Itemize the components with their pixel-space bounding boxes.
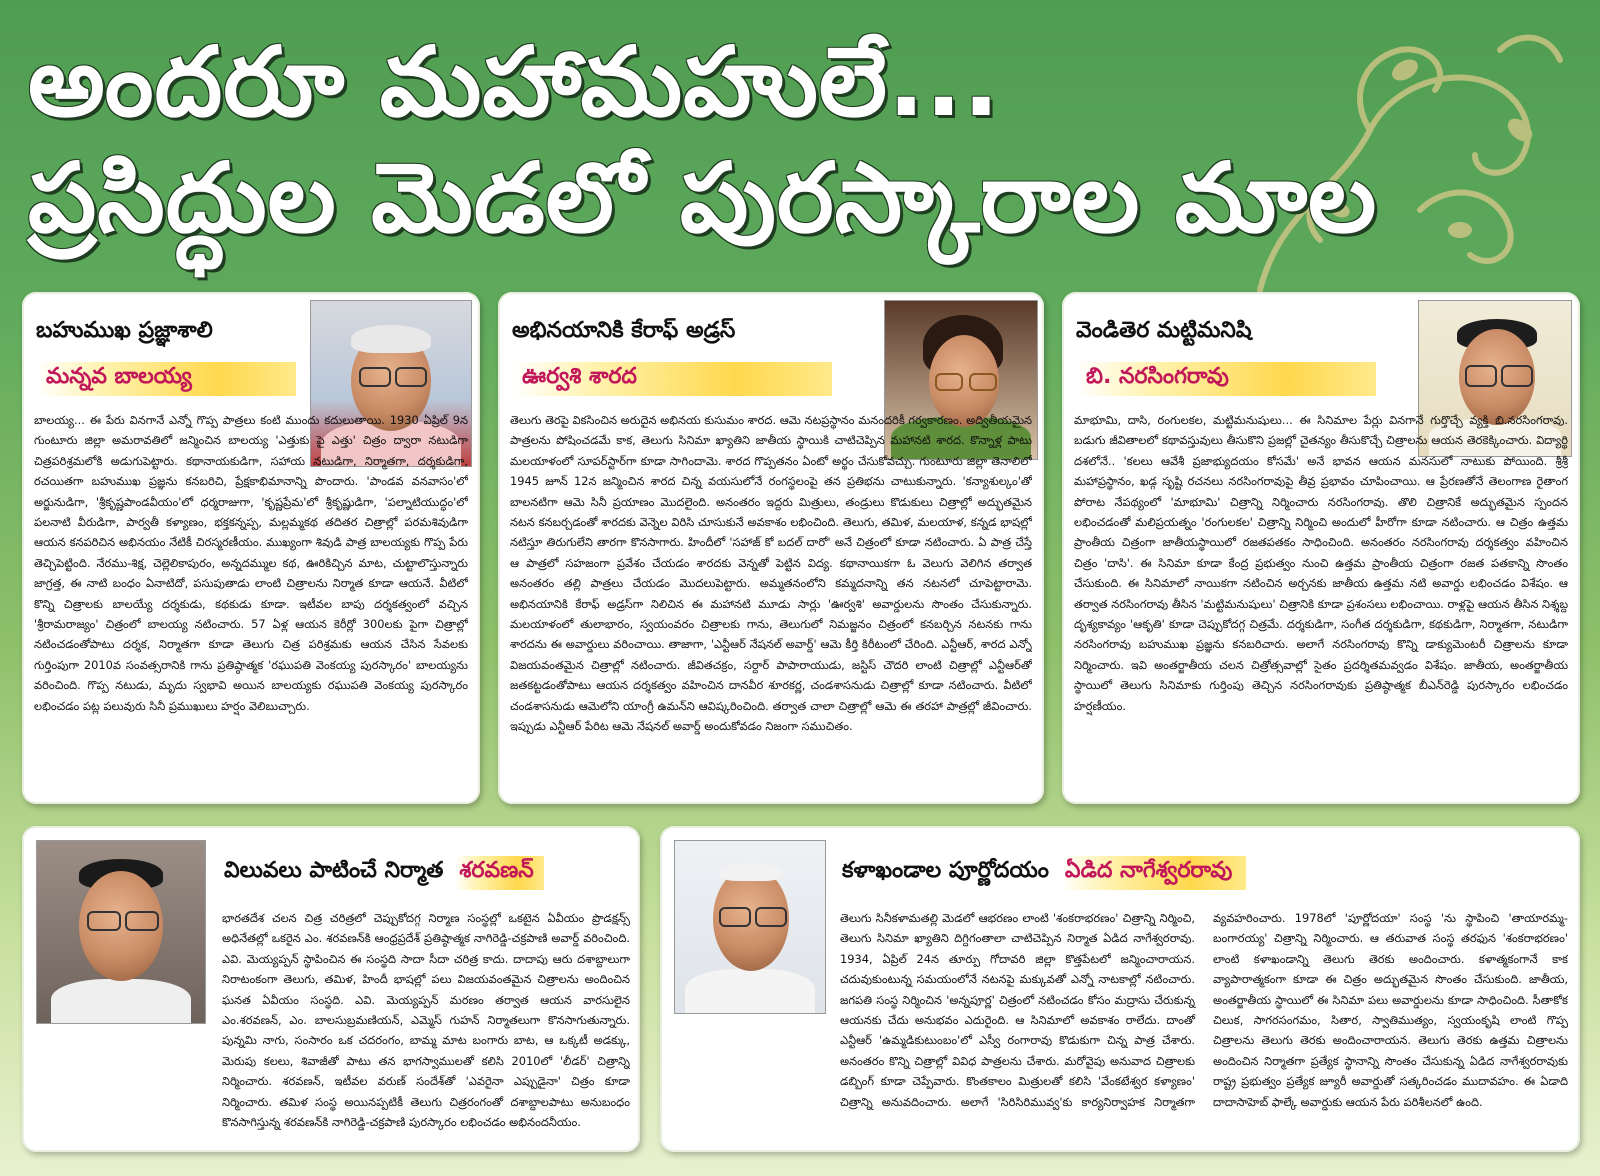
article-body: మాభూమి, దాసి, రంగులకల, మట్టిమనుషులు... ఈ సినిమాల పేర్లు వినగానే గుర్తొచ్చే వ్యక్తి బి.నరసింగరావు. బడుగు జీవితాలలో కథావస్తువులు తీసుకొని ప్రజల్లో చైతన్యం తీసుకొచ్చే చిత్రాలను ఆయన తెరకెక్కించారు. విద్యార్థి దశలోనే.. 'కలలు ఆవేశీ ప్రజాభ్యుదయం కోసమే' అనే భావన ఆయన మనసులో నాటుకు పోయింది. శ్రీశ్రీ మహాప్రస్థానం, ఖడ్గ సృష్టి రచనలు నరసింగరావుపై తీవ్ర ప్రభావం చూపించాయి. ఆ ప్రేరణతోనే తెలంగాణ రైతాంగ పోరాట నేపథ్యంలో 'మాభూమి' చిత్రాన్ని నిర్మించారు నరసింగరావు. తొలి చిత్రానికే అద్భుతమైన స్పందన లభించడంతో మలిప్రయత్నం 'రంగులకల' చిత్రాన్ని నిర్మించి అందులో హీరోగా కూడా నటించారు. ఆ చిత్రం ఉత్తమ ప్రాంతీయ చిత్రంగా జాతీయస్థాయిలో రజతపతకం సాధించింది. అనంతరం నరసింగరావు దర్శకత్వం వహించిన చిత్రం 'దాసి'. ఈ సినిమా కూడా కేంద్ర ప్రభుత్వం నుంచి ఉత్తమ ప్రాంతీయ చిత్రంగా రజత పతకాన్ని సొంతం చేసుకుంది. ఈ సినిమాలో నాయికగా నటించిన అర్చనకు జాతీయ ఉత్తమ నటి అవార్డు లభించడం విశేషం. ఆ తర్వాత నరసింగరావు తీసిన 'మట్టిమనుషులు' చిత్రానికి కూడా ప్రశంసలు లభించాయి. రాళ్లపై ఆయన తీసిన నిశ్శబ్ద దృశ్యకావ్యం 'ఆకృతి' కూడా చెప్పుకోదగ్గ చిత్రమే. దర్శకుడిగా, సంగీత దర్శకుడిగా, కథకుడిగా, నిర్మాతగా, నటుడిగా నరసింగరావు బహుముఖ ప్రజ్ఞను కనబరిచారు. అలాగే నరసింగరావు కొన్ని డాక్యుమెంటరీ చిత్రాలను కూడా నిర్మించారు. ఇవి అంతర్జాతీయ చలన చిత్రోత్సవాల్లో సైతం ప్రదర్శితమవ్వడం విశేషం. జాతీయ, అంతర్జాతీయ స్థాయిలో తెలుగు సినిమాకు గుర్తింపు తెచ్చిన నరసింగరావుకు ప్రతిష్ఠాత్మక బీఎన్‌రెడ్డి పురస్కారం లభించడం హర్షణీయం.	[1074, 413, 1568, 713]
headline-line-1: అందరూ మహామహులే...	[28, 26, 1001, 138]
article-kicker: అభినయానికి కేరాఫ్ అడ్రస్	[512, 318, 736, 343]
article-card-saravanan	[22, 826, 640, 1152]
article-name: బి. నరసింగరావు	[1076, 362, 1376, 396]
article-kicker: కళాఖండాల పూర్ణోదయం	[842, 858, 1049, 883]
headline-line-2: ప్రసిద్ధుల మెడలో పురస్కారాల మాల	[28, 142, 1378, 254]
article-name: ఊర్వశి శారద	[512, 362, 832, 396]
article-card-sharada	[498, 292, 1044, 804]
article-name: ఏడిద నాగేశ్వరరావు	[1061, 856, 1246, 890]
article-body: తెలుగు తెరపై వికసించిన అరుదైన అభినయ కుసుమం శారద. ఆమె నటప్రస్థానం మనందరికీ గర్వకారణం. అద్వితీయమైన పాత్రలను పోషించడమే కాక, తెలుగు సినిమా ఖ్యాతిని జాతీయ స్థాయికి చాటిచెప్పిన మహానటి శారద. కొన్నాళ్ల పాటు మలయాళంలో సూపర్‌స్టార్‌గా కూడా సాగిందామె. శారద గొప్పతనం ఏంటో అర్థం చేసుకోవచ్చు. గుంటూరు జిల్లా తెనాలిలో 1945 జూన్ 12న జన్మించిన శారద చిన్న వయసులోనే రంగస్థలంపై తన ప్రతిభను చాటుకున్నారు. 'కన్యాశుల్కం'తో బాలనటిగా ఆమె సినీ ప్రయాణం మొదలైంది. అనంతరం ఇద్దరు మిత్రులు, తండ్రులు కొడుకులు చిత్రాల్లో అద్భుతమైన నటన కనబర్చడంతో శారదకు వెన్నెల విరిసి చూసుకునే అవకాశం లభించింది. తెలుగు, తమిళ, మలయాళ, కన్నడ భాషల్లో నటిస్తూ తిరుగులేని తారగా కొనసాగారు. హిందీలో 'సహాజ్ కో బదల్ దారో' అనే చిత్రంలో కూడా నటించారు. ఏ పాత్ర చేస్తే ఆ పాత్రలో సహజంగా ప్రవేశం చేయడం శారదకు వెన్నతో పెట్టిన విద్య. కథానాయికగా ఓ వెలుగు వెలిగిన తర్వాత అనంతరం తల్లి పాత్రలు చేయడం మొదలుపెట్టారు. అమ్మతనంలోని కమ్మదనాన్ని తన నటనలో చూపెట్టారామె. అభినయానికి కేరాఫ్ అడ్రస్‌గా నిలిచిన ఈ మహానటి మూడు సార్లు 'ఊర్వశి' అవార్డులను సొంతం చేసుకున్నారు. మలయాళంలో తులాభారం, స్వయంవరం చిత్రాలకు గాను, తెలుగులో నిమజ్జనం చిత్రంలో కనబర్చిన నటనకు గాను శారదను ఈ అవార్డులు వరించాయి. తాజాగా, 'ఎన్టీఆర్ నేషనల్ అవార్డ్' ఆమె కీర్తి కిరీటంలో చేరింది. ఎన్టీఆర్, శారద ఎన్నో విజయవంతమైన చిత్రాల్లో నటించారు. జీవితచక్రం, సర్దార్ పాపారాయుడు, జస్టిస్ చౌదరి లాంటి చిత్రాల్లో ఎన్టీఆర్‌తో జతకట్టడంతోపాటు ఆయన దర్శకత్వం వహించిన దానవీర శూరకర్ణ, చండశాసనుడు చిత్రాల్లో కూడా నటించారు. వీటిలో చండశాసనుడు ఆమెలోని యాంగ్రీ ఉమన్‌ని ఆవిష్కరించింది. తర్వాత చాలా చిత్రాల్లో ఆమె ఈ తరహా పాత్రల్లో జీవించారు. ఇప్పుడు ఎన్టీఆర్ పేరిట ఆమె నేషనల్ అవార్డ్ అందుకోవడం నిజంగా సముచితం.	[510, 413, 1032, 734]
article-card-balayya	[22, 292, 480, 804]
article-name: మన్నవ బాలయ్య	[36, 362, 296, 396]
portrait-photo	[674, 840, 826, 1014]
article-card-narasingarao	[1062, 292, 1580, 804]
article-kicker: విలువలు పాటించే నిర్మాత	[224, 858, 444, 883]
article-kicker: బహుముఖ ప్రజ్ఞాశాలి	[36, 318, 213, 343]
article-body: బాలయ్య... ఈ పేరు వినగానే ఎన్నో గొప్ప పాత్రలు కంటి ముందు కదులుతాయి. 1930 ఏప్రిల్ 9న గుంటూరు జిల్లా అమరావతిలో జన్మించిన బాలయ్య 'ఎత్తుకు పై ఎత్తు' చిత్రం ద్వారా నటుడిగా చిత్రపరిశ్రమలోకి అడుగుపెట్టారు. కథానాయకుడిగా, సహాయ నటుడిగా, నిర్మాతగా, దర్శకుడిగా, రచయితగా బహుముఖ ప్రజ్ఞను కనబరిచి, ప్రేక్షకాభిమానాన్ని పొందారు. 'పాండవ వనవాసం'లో అర్జునుడిగా, 'శ్రీకృష్ణపాండవీయం'లో ధర్మరాజుగా, 'కృష్ణప్రేమ'లో శ్రీకృష్ణుడిగా, 'పల్నాటియుద్ధం'లో పలనాటి వీరుడిగా, పార్వతీ కళ్యాణం, భక్తకన్నప్ప, మల్లమ్మకథ తదితర చిత్రాల్లో పరమశివుడిగా ఆయన కనపరిచిన అభినయం నేటికీ చిరస్మరణీయం. ముఖ్యంగా శివుడి పాత్ర బాలయ్యకు గొప్ప పేరు తెచ్చిపెట్టింది. నేరము-శిక్ష, చెల్లెలికాపురం, అన్నదమ్ముల కథ, ఊరికిచ్చిన మాట, చుట్టాలొస్తున్నారు జాగ్రత్త, ఈ నాటి బంధం ఏనాటిదో, పసుపుతాడు లాంటి చిత్రాలను నిర్మాత కూడా ఆయనే. వీటిలో కొన్ని చిత్రాలకు బాలయ్యే దర్శకుడు, కథకుడు కూడా. ఇటీవల బాపు దర్శకత్వంలో వచ్చిన 'శ్రీరామరాజ్యం' చిత్రంలో బాలయ్య నటించారు. 57 ఏళ్ల ఆయన కెరీర్లో 300లకు పైగా చిత్రాల్లో నటించడంతోపాటు దర్శక, నిర్మాతగా కూడా తెలుగు చిత్ర పరిశ్రమకు ఆయన చేసిన సేవలకు గుర్తింపుగా 2010వ సంవత్సరానికి గాను ప్రతిష్ఠాత్మక 'రఘుపతి వెంకయ్య పురస్కారం' బాలయ్యను వరించింది. గొప్ప నటుడు, మృదు స్వభావి అయిన బాలయ్యకు రఘుపతి వెంకయ్య పురస్కారం లభించడం పట్ల పలువురు సినీ ప్రముఖులు హర్షం వెలిబుచ్చారు.	[34, 413, 468, 713]
article-body: భారతదేశ చలన చిత్ర చరిత్రలో చెప్పుకోదగ్గ నిర్మాణ సంస్థల్లో ఒకటైన ఏవీయం ప్రొడక్షన్స్ అధినేతల్లో ఒకరైన ఎం. శరవణన్‌కి ఆంధ్రప్రదేశ్ ప్రతిష్ఠాత్మక నాగిరెడ్డి-చక్రపాణి అవార్డ్ వరించింది. ఎవి. మెయ్యప్పన్ స్థాపించిన ఈ సంస్థది సాదా సీదా చరిత్ర కాదు. దాదాపు ఆరు దశాబ్దాలుగా నిరాటంకంగా తెలుగు, తమిళ, హిందీ భాషల్లో పలు విజయవంతమైన చిత్రాలను అందించిన ఘనత ఏవీయం సంస్థది. ఎవి. మెయ్యప్పన్ మరణం తర్వాత ఆయన వారసులైన ఎం.శరవణన్, ఎం. బాలసుబ్రమణియన్, ఎమ్మెస్ గుహన్ నిర్మాతలుగా కొనసాగుతున్నారు. పున్నమి నాగు, సంసారం ఒక చదరంగం, బామ్మ మాట బంగారు బాట, ఆ ఒక్కటీ అడక్కు, మెరుపు కలలు, శివాజీతో పాటు తన భాగస్వాములతో కలిసి 2010లో 'లీడర్' చిత్రాన్ని నిర్మించారు. శరవణన్, ఇటీవల వరుణ్ సందేశ్‌తో 'ఎవరైనా ఎప్పుడైనా' చిత్రం కూడా నిర్మించారు. తమిళ సంస్థ అయినప్పటికీ తెలుగు చిత్రరంగంతో దశాబ్దాలపాటు అనుబంధం కొనసాగిస్తున్న శరవణన్‌కి నాగిరెడ్డి-చక్రపాణి పురస్కారం లభించడం అభినందనీయం.	[222, 911, 630, 1130]
portrait-photo	[36, 840, 206, 1024]
article-body: తెలుగు సినీకళామతల్లి మెడలో ఆభరణం లాంటి 'శంకరాభరణం' చిత్రాన్ని నిర్మించి, తెలుగు సినిమా ఖ్యాతిని దిగ్దిగంతాలా చాటిచెప్పిన నిర్మాత ఏడిద నాగేశ్వరరావు. 1934, ఏప్రిల్ 24న తూర్పు గోదావరి జిల్లా కొత్తపేటలో జన్మించారాయన. చదువుకుంటున్న సమయంలోనే నటనపై మక్కువతో ఎన్నో నాటకాల్లో నటించారు. జగపతి సంస్థ నిర్మించిన 'అన్నపూర్ణ' చిత్రంలో నటించడం కోసం మద్రాసు చేరుకున్న ఆయనకు చేదు అనుభవం ఎదురైంది. ఆ సినిమాలో అవకాశం రాలేదు. దాంతో ఎన్టీఆర్ 'ఉమ్మడికుటుంబం'లో ఎస్వీ రంగారావు కొడుకుగా చిన్న పాత్ర చేశారు. అనంతరం కొన్ని చిత్రాల్లో వివిధ పాత్రలను చేశారు. మరోవైపు అనువాద చిత్రాలకు డబ్బింగ్ కూడా చెప్పేవారు. కొంతకాలం మిత్రులతో కలిసి 'వేంకటేశ్వర కళ్యాణం' చిత్రాన్ని అనువదించారు. అలాగే 'సిరిసిరిమువ్వ'కు కార్యనిర్వాహక నిర్మాతగా వ్యవహరించారు. 1978లో 'పూర్ణోదయా' సంస్థ 'ను స్థాపించి 'తాయారమ్మ-బంగారయ్య' చిత్రాన్ని నిర్మించారు. ఆ తరువాత సంస్థ తరఫున 'శంకరాభరణం' లాంటి కళాఖండాన్ని తెలుగు తెరకు అందించారు. కళాత్మకంగానే కాక వ్యాపారాత్మకంగా కూడా ఈ చిత్రం అద్భుతమైన సొంతం చేసుకుంది. జాతీయ, అంతర్జాతీయ స్థాయిలో ఈ సినిమా పలు అవార్డులను కూడా సాధించింది. సీతాకోక చిలుక, సాగరసంగమం, సితార, స్వాతిముత్యం, స్వయంకృషి లాంటి గొప్ప చిత్రాలను తెలుగు తెరకు అందించారాయన. తెలుగు తెరకు ఉత్తమ చిత్రాలను అందించిన నిర్మాతగా ప్రత్యేక స్థానాన్ని సొంతం చేసుకున్న ఏడిద నాగేశ్వరరావుకు రాష్ట్ర ప్రభుత్వం ప్రత్యేక జ్యూరీ అవార్డుతో సత్కరించడం ముదావహం. ఈ ఏడాది దాదాసాహెబ్ ఫాల్కే అవార్డుకు ఆయన పేరు పరిశీలనలో ఉంది.	[840, 911, 1568, 1109]
article-kicker: వెండితెర మట్టిమనిషి	[1076, 318, 1252, 343]
article-name: శరవణన్	[455, 856, 543, 890]
article-card-nageswararao	[660, 826, 1580, 1152]
